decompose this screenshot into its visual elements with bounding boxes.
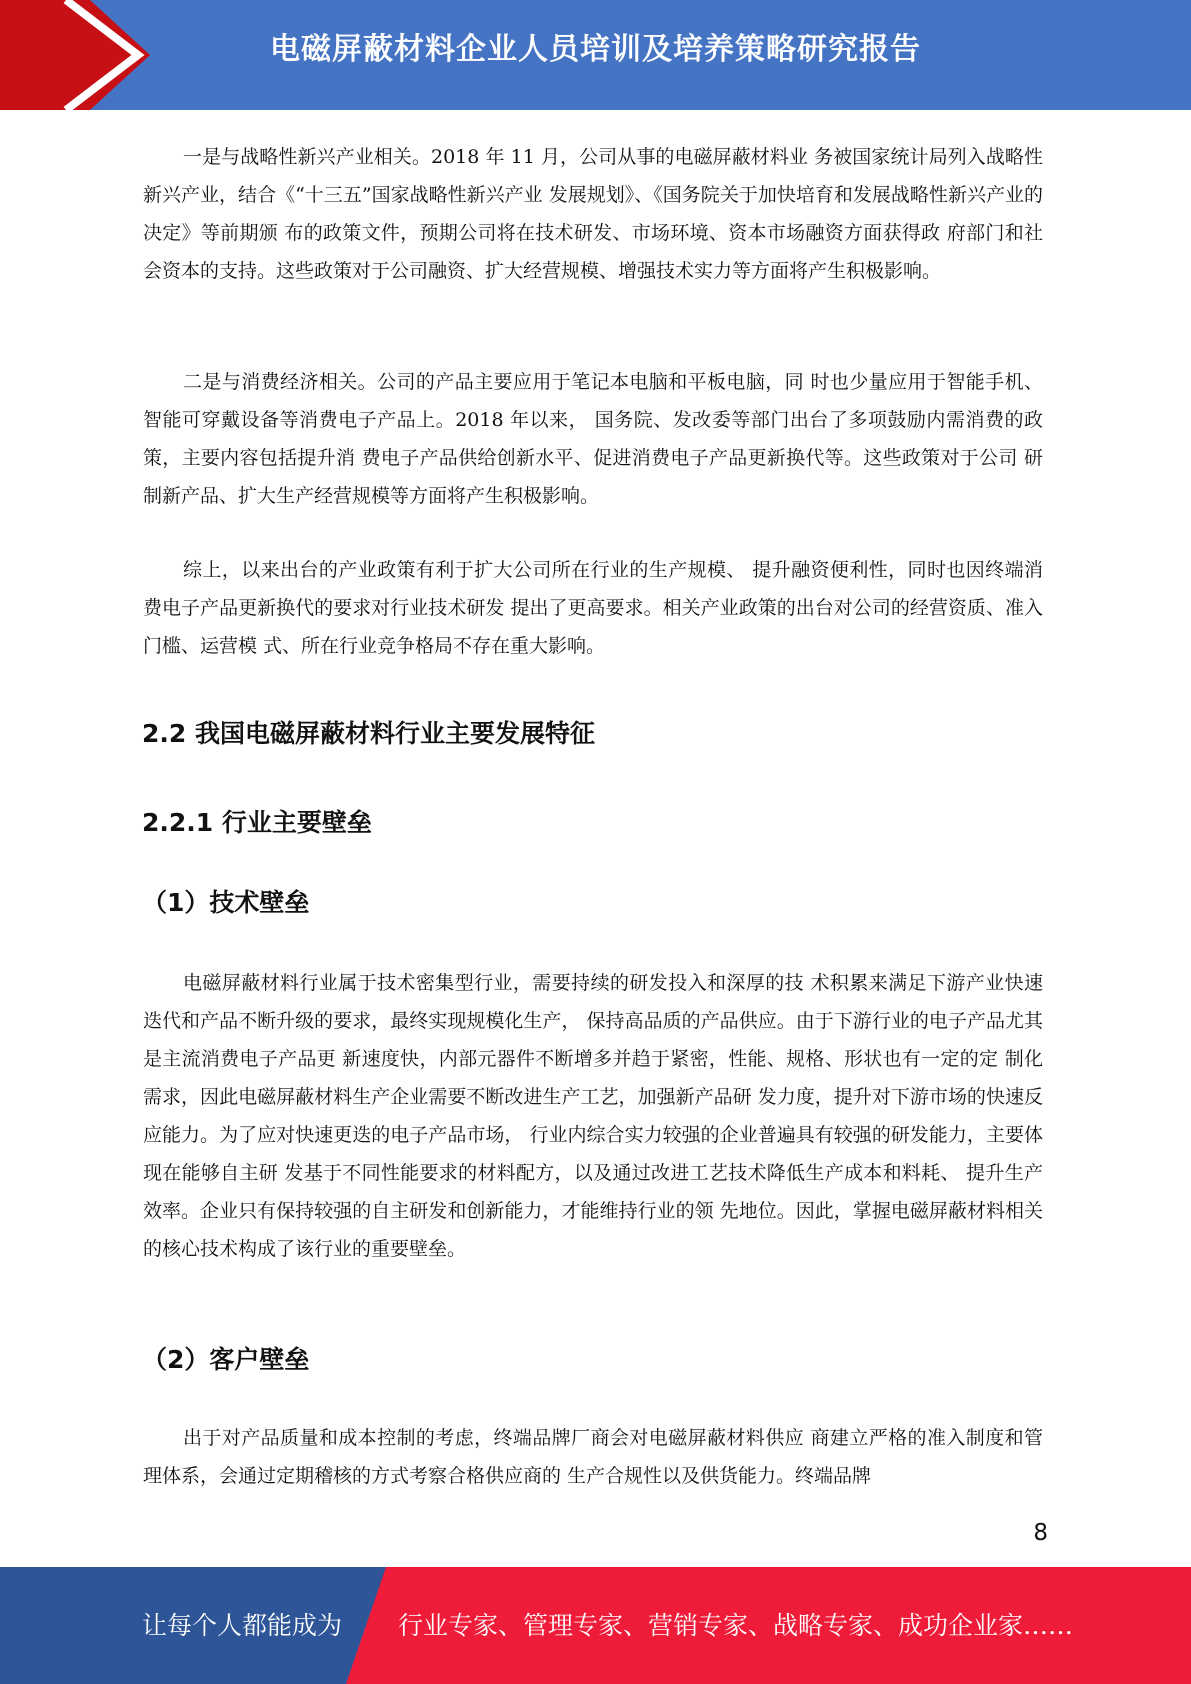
page-header	[0, 0, 1191, 110]
page-footer	[0, 1567, 1191, 1684]
header-red-chevron	[0, 0, 150, 110]
section-heading-2-2-1: 2.2.1 行业主要壁垒	[142, 808, 372, 837]
section-heading-2-2: 2.2 我国电磁屏蔽材料行业主要发展特征	[142, 719, 595, 748]
paragraph-customer-barrier: 出于对产品质量和成本控制的考虑，终端品牌厂商会对电磁屏蔽材料供应 商建立严格的准入制度和管理体系，会通过定期稽核的方式考察合格供应商的 生产合规性以及供货能力。终端品牌	[143, 1427, 1043, 1487]
paragraph-summary: 综上，以来出台的产业政策有利于扩大公司所在行业的生产规模、 提升融资便利性，同时也因终端消费电子产品更新换代的要求对行业技术研发 提出了更高要求。相关产业政策的出台对公司的经营资质、准入门槛、运营模 式、所在行业竞争格局不存在重大影响。	[143, 559, 1043, 657]
paragraph-consumer-economy: 二是与消费经济相关。公司的产品主要应用于笔记本电脑和平板电脑，同 时也少量应用于智能手机、智能可穿戴设备等消费电子产品上。2018 年以来， 国务院、发改委等部门出台了多项鼓励内需消费的政策，主要内容包括提升消 费电子产品供给创新水平、促进消费电子产品更新换代等。这些政策对于公司 研制新产品、扩大生产经营规模等方面将产生积极影响。	[143, 371, 1043, 507]
footer-slogan-right: 行业专家、管理专家、营销专家、战略专家、成功企业家……	[398, 1611, 1074, 1640]
footer-slogan-left: 让每个人都能成为	[142, 1611, 343, 1640]
report-title: 电磁屏蔽材料企业人员培训及培养策略研究报告	[270, 32, 921, 67]
subheading-technical-barrier: （1）技术壁垒	[142, 888, 310, 917]
subheading-customer-barrier: （2）客户壁垒	[142, 1345, 310, 1374]
paragraph-technical-barrier: 电磁屏蔽材料行业属于技术密集型行业，需要持续的研发投入和深厚的技 术积累来满足下游产业快速迭代和产品不断升级的要求，最终实现规模化生产， 保持高品质的产品供应。由于下游行业的电子产品尤其是主流消费电子产品更 新速度快，内部元器件不断增多并趋于紧密，性能、规格、形状也有一定的定 制化需求，因此电磁屏蔽材料生产企业需要不断改进生产工艺，加强新产品研 发力度，提升对下游市场的快速反应能力。为了应对快速更迭的电子产品市场， 行业内综合实力较强的企业普遍具有较强的研发能力，主要体现在能够自主研 发基于不同性能要求的材料配方，以及通过改进工艺技术降低生产成本和料耗、 提升生产效率。企业只有保持较强的自主研发和创新能力，才能维持行业的领 先地位。因此，掌握电磁屏蔽材料相关的核心技术构成了该行业的重要壁垒。	[143, 972, 1043, 1260]
page-number: 8	[1033, 1520, 1048, 1546]
header-arrow-decoration	[0, 0, 160, 110]
paragraph-strategic-industry: 一是与战略性新兴产业相关。2018 年 11 月，公司从事的电磁屏蔽材料业 务被国家统计局列入战略性新兴产业，结合《“十三五”国家战略性新兴产业 发展规划》、《国务院关于加快培育和发展战略性新兴产业的决定》等前期颁 布的政策文件，预期公司将在技术研发、市场环境、资本市场融资方面获得政 府部门和社会资本的支持。这些政策对于公司融资、扩大经营规模、增强技术实力等方面将产生积极影响。	[143, 146, 1043, 282]
